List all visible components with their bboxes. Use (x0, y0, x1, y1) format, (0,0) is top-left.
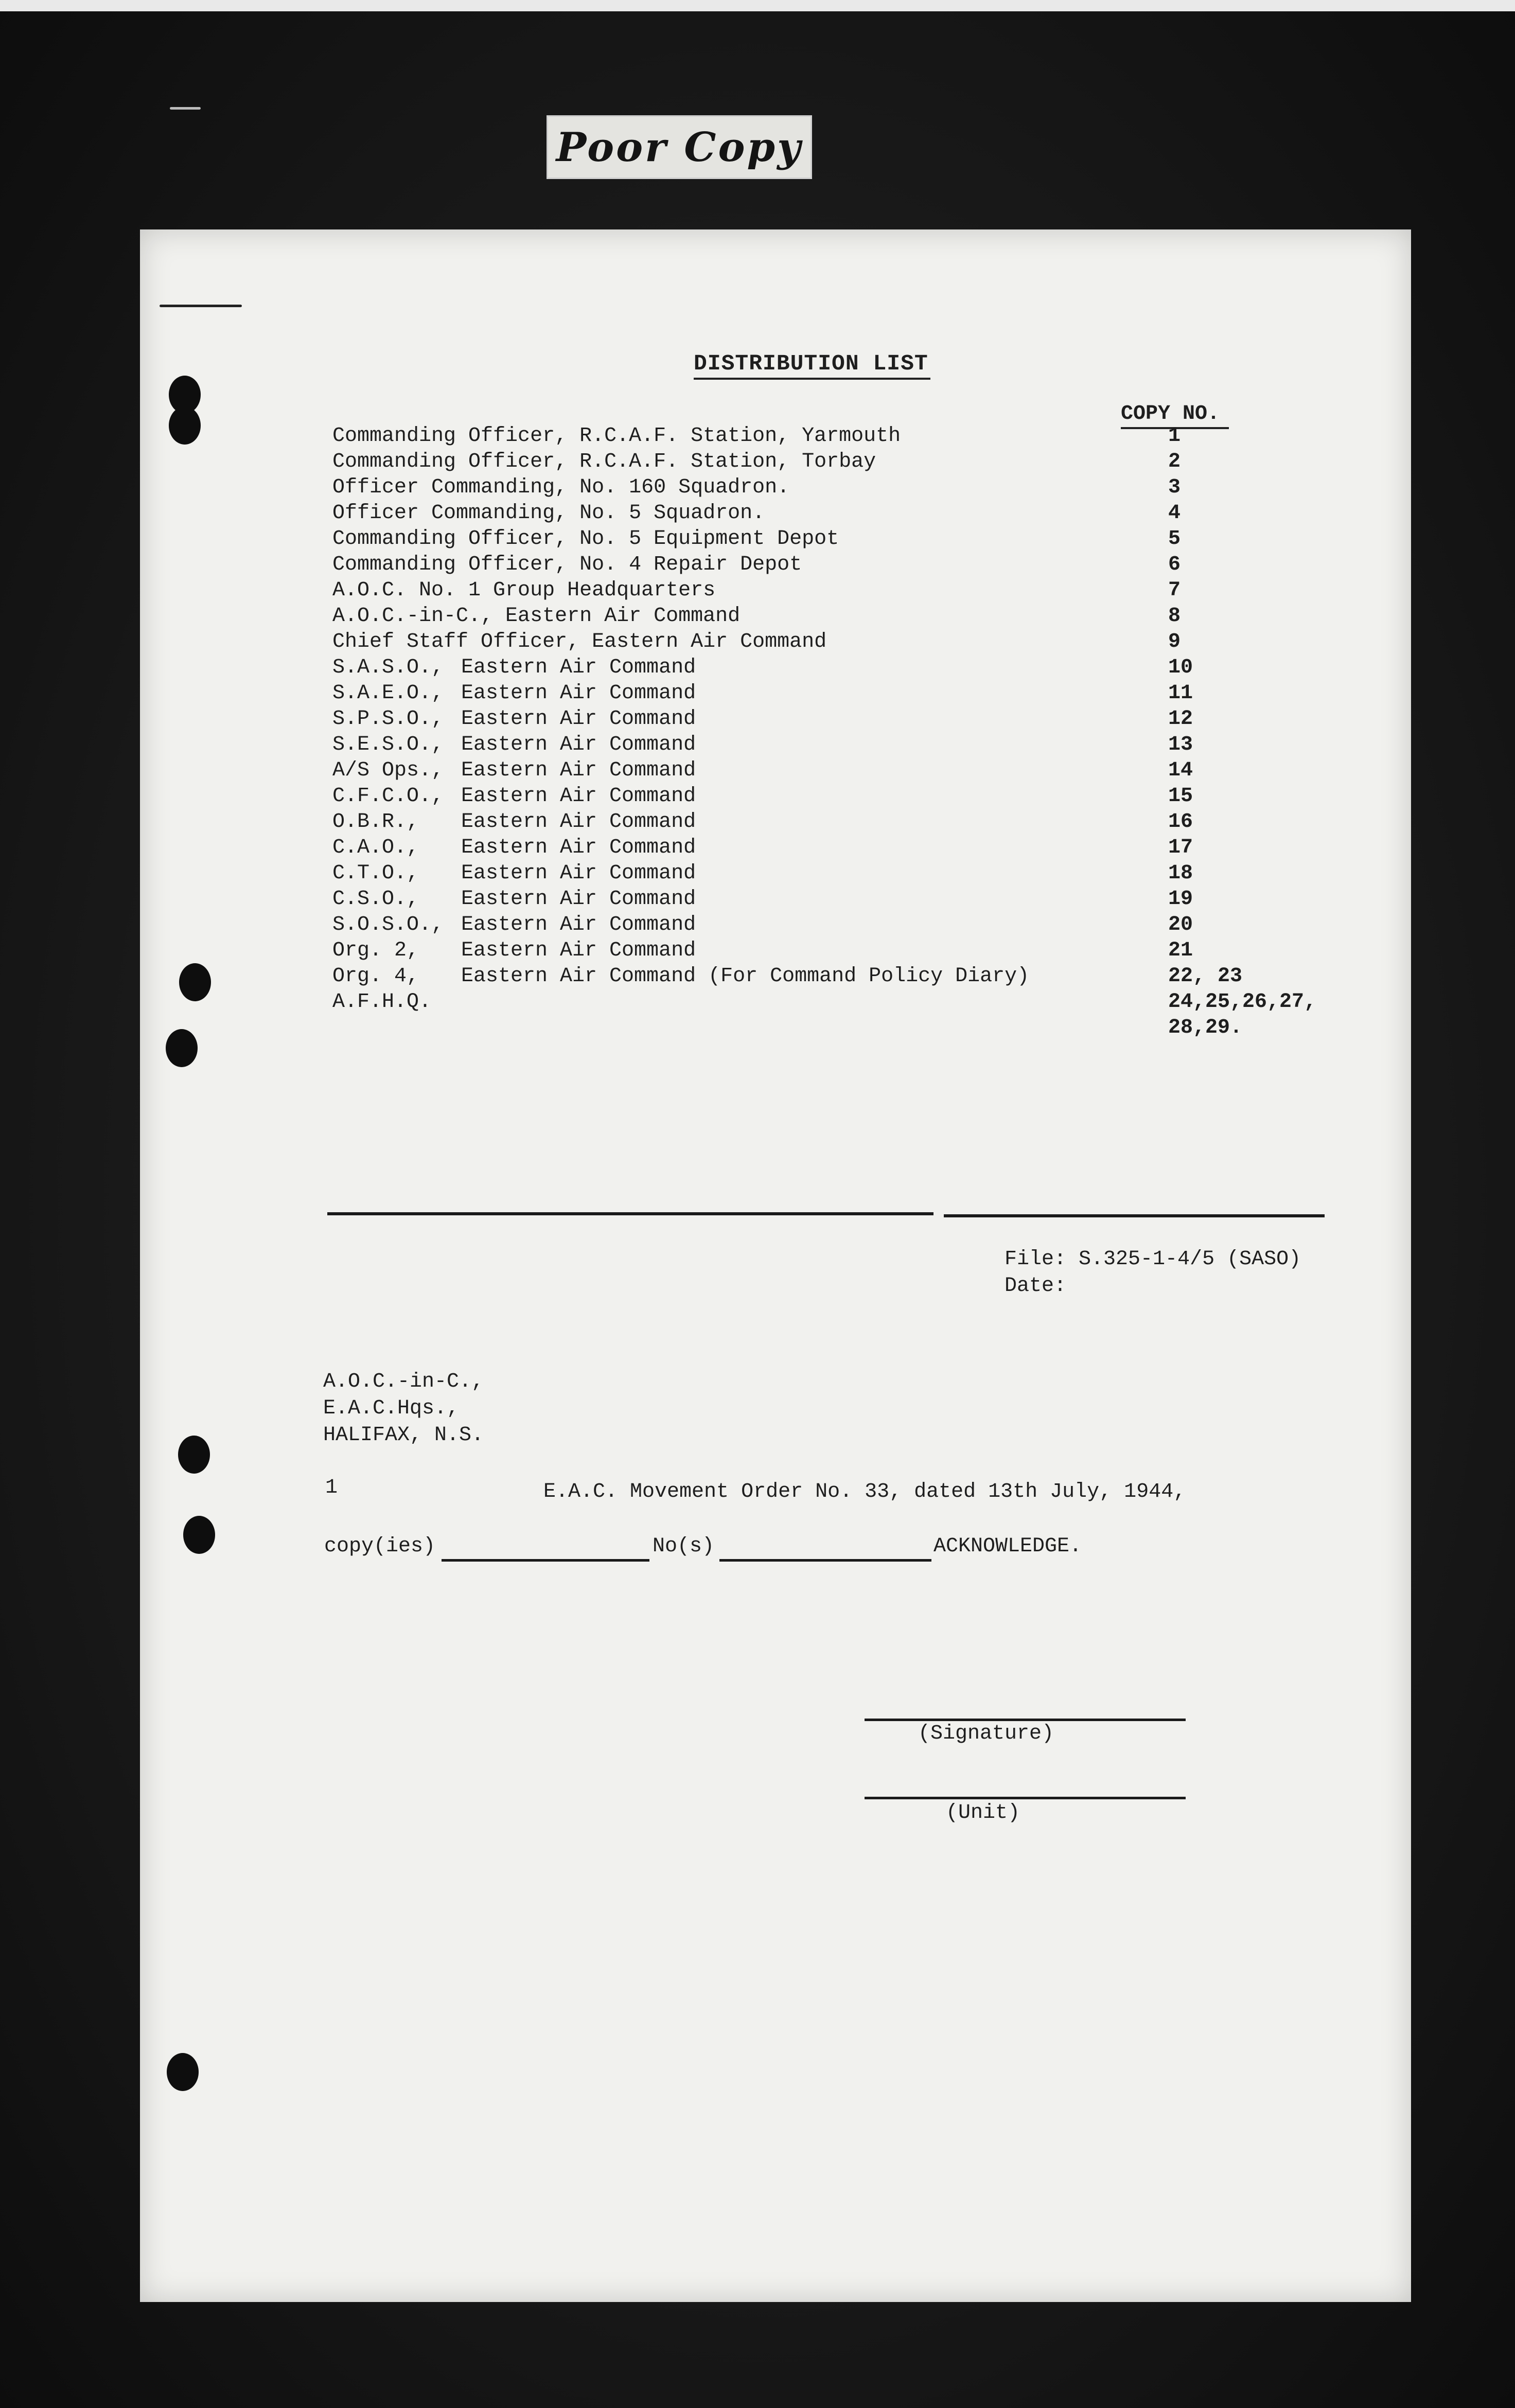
address-line: HALIFAX, N.S. (323, 1424, 484, 1447)
copy-number: 13 (1168, 733, 1193, 756)
recipient-title: C.F.C.O., (332, 785, 444, 808)
recipient-title: Commanding Officer, No. 5 Equipment Depot (332, 527, 839, 551)
recipient-command: Eastern Air Command (461, 913, 696, 936)
recipient-title: Commanding Officer, R.C.A.F. Station, Torbay (332, 450, 876, 473)
recipient-command: Eastern Air Command (461, 759, 696, 782)
copy-number: 10 (1168, 656, 1193, 679)
punch-hole (169, 406, 201, 445)
recipient-title: Officer Commanding, No. 5 Squadron. (332, 502, 765, 525)
copy-number: 2 (1168, 450, 1181, 473)
distribution-row (332, 886, 1362, 913)
copy-number: 3 (1168, 476, 1181, 499)
copy-number: 19 (1168, 888, 1193, 911)
recipient-command: Eastern Air Command (461, 888, 696, 911)
copy-number: 24,25,26,27, (1168, 990, 1317, 1014)
copies-blank (442, 1559, 649, 1562)
address-line: E.A.C.Hqs., (323, 1397, 460, 1420)
copy-no-heading: COPY NO. (1121, 401, 1229, 429)
recipient-command: Eastern Air Command (461, 810, 696, 834)
recipient-command: Eastern Air Command (461, 656, 696, 679)
copy-number: 20 (1168, 913, 1193, 936)
copy-number: 5 (1168, 527, 1181, 551)
copy-number: 18 (1168, 862, 1193, 885)
recipient-title: S.O.S.O., (332, 913, 444, 936)
page-title: DISTRIBUTION LIST (694, 350, 930, 380)
date-label: Date: (1005, 1274, 1067, 1298)
distribution-row (332, 835, 1362, 861)
poor-copy-text: Poor Copy (556, 123, 803, 171)
unit-line (865, 1797, 1186, 1799)
distribution-row (332, 474, 1362, 501)
recipient-command: Eastern Air Command (For Command Policy Diary) (461, 965, 1030, 988)
distribution-row (332, 423, 1362, 450)
recipient-title: Org. 4, (332, 965, 419, 988)
copy-number: 11 (1168, 682, 1193, 705)
scan-scratch (170, 107, 201, 110)
recipient-title: C.A.O., (332, 836, 419, 859)
address-line: A.O.C.-in-C., (323, 1370, 484, 1393)
recipient-title: Commanding Officer, R.C.A.F. Station, Yarmouth (332, 424, 901, 448)
recipient-command: Eastern Air Command (461, 862, 696, 885)
recipient-title: S.A.S.O., (332, 656, 444, 679)
distribution-row (332, 526, 1362, 553)
recipient-title: A/S Ops., (332, 759, 444, 782)
distribution-row (332, 629, 1362, 656)
recipient-title: Chief Staff Officer, Eastern Air Command (332, 630, 827, 653)
recipient-title: S.P.S.O., (332, 707, 444, 731)
recipient-command: Eastern Air Command (461, 939, 696, 962)
punch-hole (167, 2053, 199, 2091)
recipient-command: Eastern Air Command (461, 707, 696, 731)
distribution-row (332, 732, 1362, 758)
copy-number: 12 (1168, 707, 1193, 731)
distribution-row (332, 706, 1362, 733)
copy-number: 22, 23 (1168, 965, 1243, 988)
tear-off-rule-right (944, 1214, 1325, 1217)
recipient-title: O.B.R., (332, 810, 419, 834)
distribution-row (332, 577, 1362, 604)
recipient-title: A.F.H.Q. (332, 990, 432, 1014)
recipient-command: Eastern Air Command (461, 733, 696, 756)
distribution-row (332, 603, 1362, 630)
numbers-label: No(s) (653, 1535, 715, 1558)
file-reference: File: S.325-1-4/5 (SASO) (1005, 1248, 1301, 1271)
scan-top-edge (0, 0, 1515, 11)
movement-order-text: E.A.C. Movement Order No. 33, dated 13th July, 1944, (543, 1480, 1186, 1503)
distribution-row (332, 500, 1362, 527)
recipient-command: Eastern Air Command (461, 785, 696, 808)
tear-off-rule-left (327, 1212, 933, 1215)
copy-number: 4 (1168, 502, 1181, 525)
distribution-row (332, 757, 1362, 784)
copy-number: 16 (1168, 810, 1193, 834)
recipient-title: S.A.E.O., (332, 682, 444, 705)
recipient-title: A.O.C.-in-C., Eastern Air Command (332, 605, 741, 628)
distribution-row (332, 860, 1362, 887)
distribution-row (332, 912, 1362, 939)
distribution-row (332, 937, 1362, 964)
recipient-title: A.O.C. No. 1 Group Headquarters (332, 579, 716, 602)
distribution-row (332, 989, 1362, 1016)
punch-hole (166, 1029, 198, 1067)
copy-number: 14 (1168, 759, 1193, 782)
copy-number: 17 (1168, 836, 1193, 859)
copy-number: 21 (1168, 939, 1193, 962)
unit-label: (Unit) (946, 1801, 1020, 1825)
distribution-row (332, 1015, 1362, 1041)
copy-number: 9 (1168, 630, 1181, 653)
distribution-row (332, 809, 1362, 836)
copy-number: 7 (1168, 579, 1181, 602)
recipient-title: Org. 2, (332, 939, 419, 962)
distribution-row (332, 680, 1362, 707)
signature-label: (Signature) (918, 1722, 1054, 1745)
punch-hole (179, 963, 211, 1001)
recipient-command: Eastern Air Command (461, 682, 696, 705)
recipient-title: Commanding Officer, No. 4 Repair Depot (332, 553, 802, 576)
poor-copy-label (547, 115, 812, 179)
copies-label: copy(ies) (324, 1535, 436, 1558)
acknowledge-label: ACKNOWLEDGE. (933, 1535, 1082, 1558)
recipient-command: Eastern Air Command (461, 836, 696, 859)
distribution-row (332, 963, 1362, 990)
distribution-row (332, 783, 1362, 810)
copy-count: 1 (325, 1476, 338, 1499)
recipient-title: C.T.O., (332, 862, 419, 885)
copy-number: 28,29. (1168, 1016, 1243, 1039)
punch-hole (183, 1516, 215, 1554)
numbers-blank (719, 1559, 931, 1562)
recipient-title: Officer Commanding, No. 160 Squadron. (332, 476, 790, 499)
punch-hole (178, 1436, 210, 1474)
copy-number: 1 (1168, 424, 1181, 448)
copy-number: 15 (1168, 785, 1193, 808)
copy-number: 8 (1168, 605, 1181, 628)
scan-scratch (160, 305, 242, 307)
distribution-row (332, 449, 1362, 475)
distribution-row (332, 552, 1362, 578)
distribution-row (332, 654, 1362, 681)
recipient-title: S.E.S.O., (332, 733, 444, 756)
copy-number: 6 (1168, 553, 1181, 576)
recipient-title: C.S.O., (332, 888, 419, 911)
